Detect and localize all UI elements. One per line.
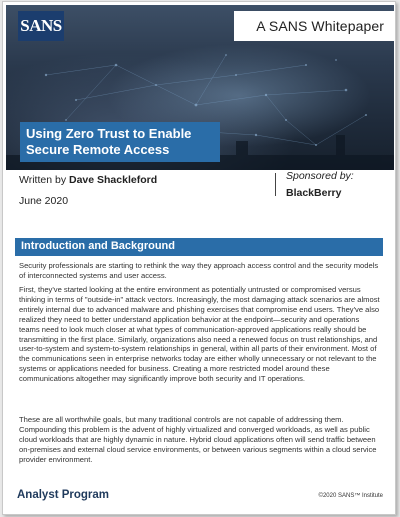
body-paragraph: Security professionals are starting to rethink the way they approach access control and the security models of interconnected systems and user access. <box>19 261 379 280</box>
author-name: Dave Shackleford <box>69 174 158 186</box>
doc-type-label-box <box>234 11 394 41</box>
page-title-line-1: Using Zero Trust to Enable <box>26 126 192 141</box>
doc-type-label: A SANS Whitepaper <box>256 18 384 34</box>
page-title-line-2: Secure Remote Access <box>26 142 170 157</box>
sponsor-label: Sponsored by: <box>286 170 354 182</box>
copyright-notice: ©2020 SANS™ Institute <box>318 493 383 499</box>
sponsor-divider <box>275 173 276 196</box>
author-line <box>19 174 157 186</box>
author-prefix: Written by <box>19 174 67 186</box>
whitepaper-page <box>2 1 396 515</box>
section-heading-bar <box>15 238 383 256</box>
analyst-program-logo: Analyst Program <box>17 489 110 501</box>
cover-banner <box>6 5 394 170</box>
body-paragraph: These are all worthwhile goals, but many traditional controls are not capable of addressing them. Compounding this problem is the advent of highly virtualized and converged workloads, as well as public cloud workloads that are highly dynamic in nature. Hybrid cloud applications often will send traffic between on-premises and external cloud service environments, or between various segments within a cloud service provider environment. <box>19 415 377 464</box>
section-heading: Introduction and Background <box>21 240 175 252</box>
sans-logo: SANS <box>18 11 64 41</box>
body-paragraph: First, they've started looking at the entire environment as potentially untrusted or compromised versus thinking in terms of "outside-in" attack vectors. Increasingly, the most damaging attack scenarios are almost entirely internal due to advanced malware and phishing exercises that compromise end users. They've also realized they need to better understand application behavior at the endpoint—security and operations teams need to look much closer at what types of communication-approved applications really should be transmitting in the first place. Similarly, organizations also need a renewed focus on trust relationships, and user-to-system and system-to-system relationships in general, within all parts of their environment. Most of the communications seen in enterprise networks today are either wholly unnecessary or not relevant to the systems or applications needed for business. Creating a more restricted model around these communications altogether may significantly improve both security and IT operations. <box>19 285 380 384</box>
sponsor-name: BlackBerry <box>286 187 342 199</box>
publish-date: June 2020 <box>19 195 69 207</box>
title-box <box>20 122 220 162</box>
